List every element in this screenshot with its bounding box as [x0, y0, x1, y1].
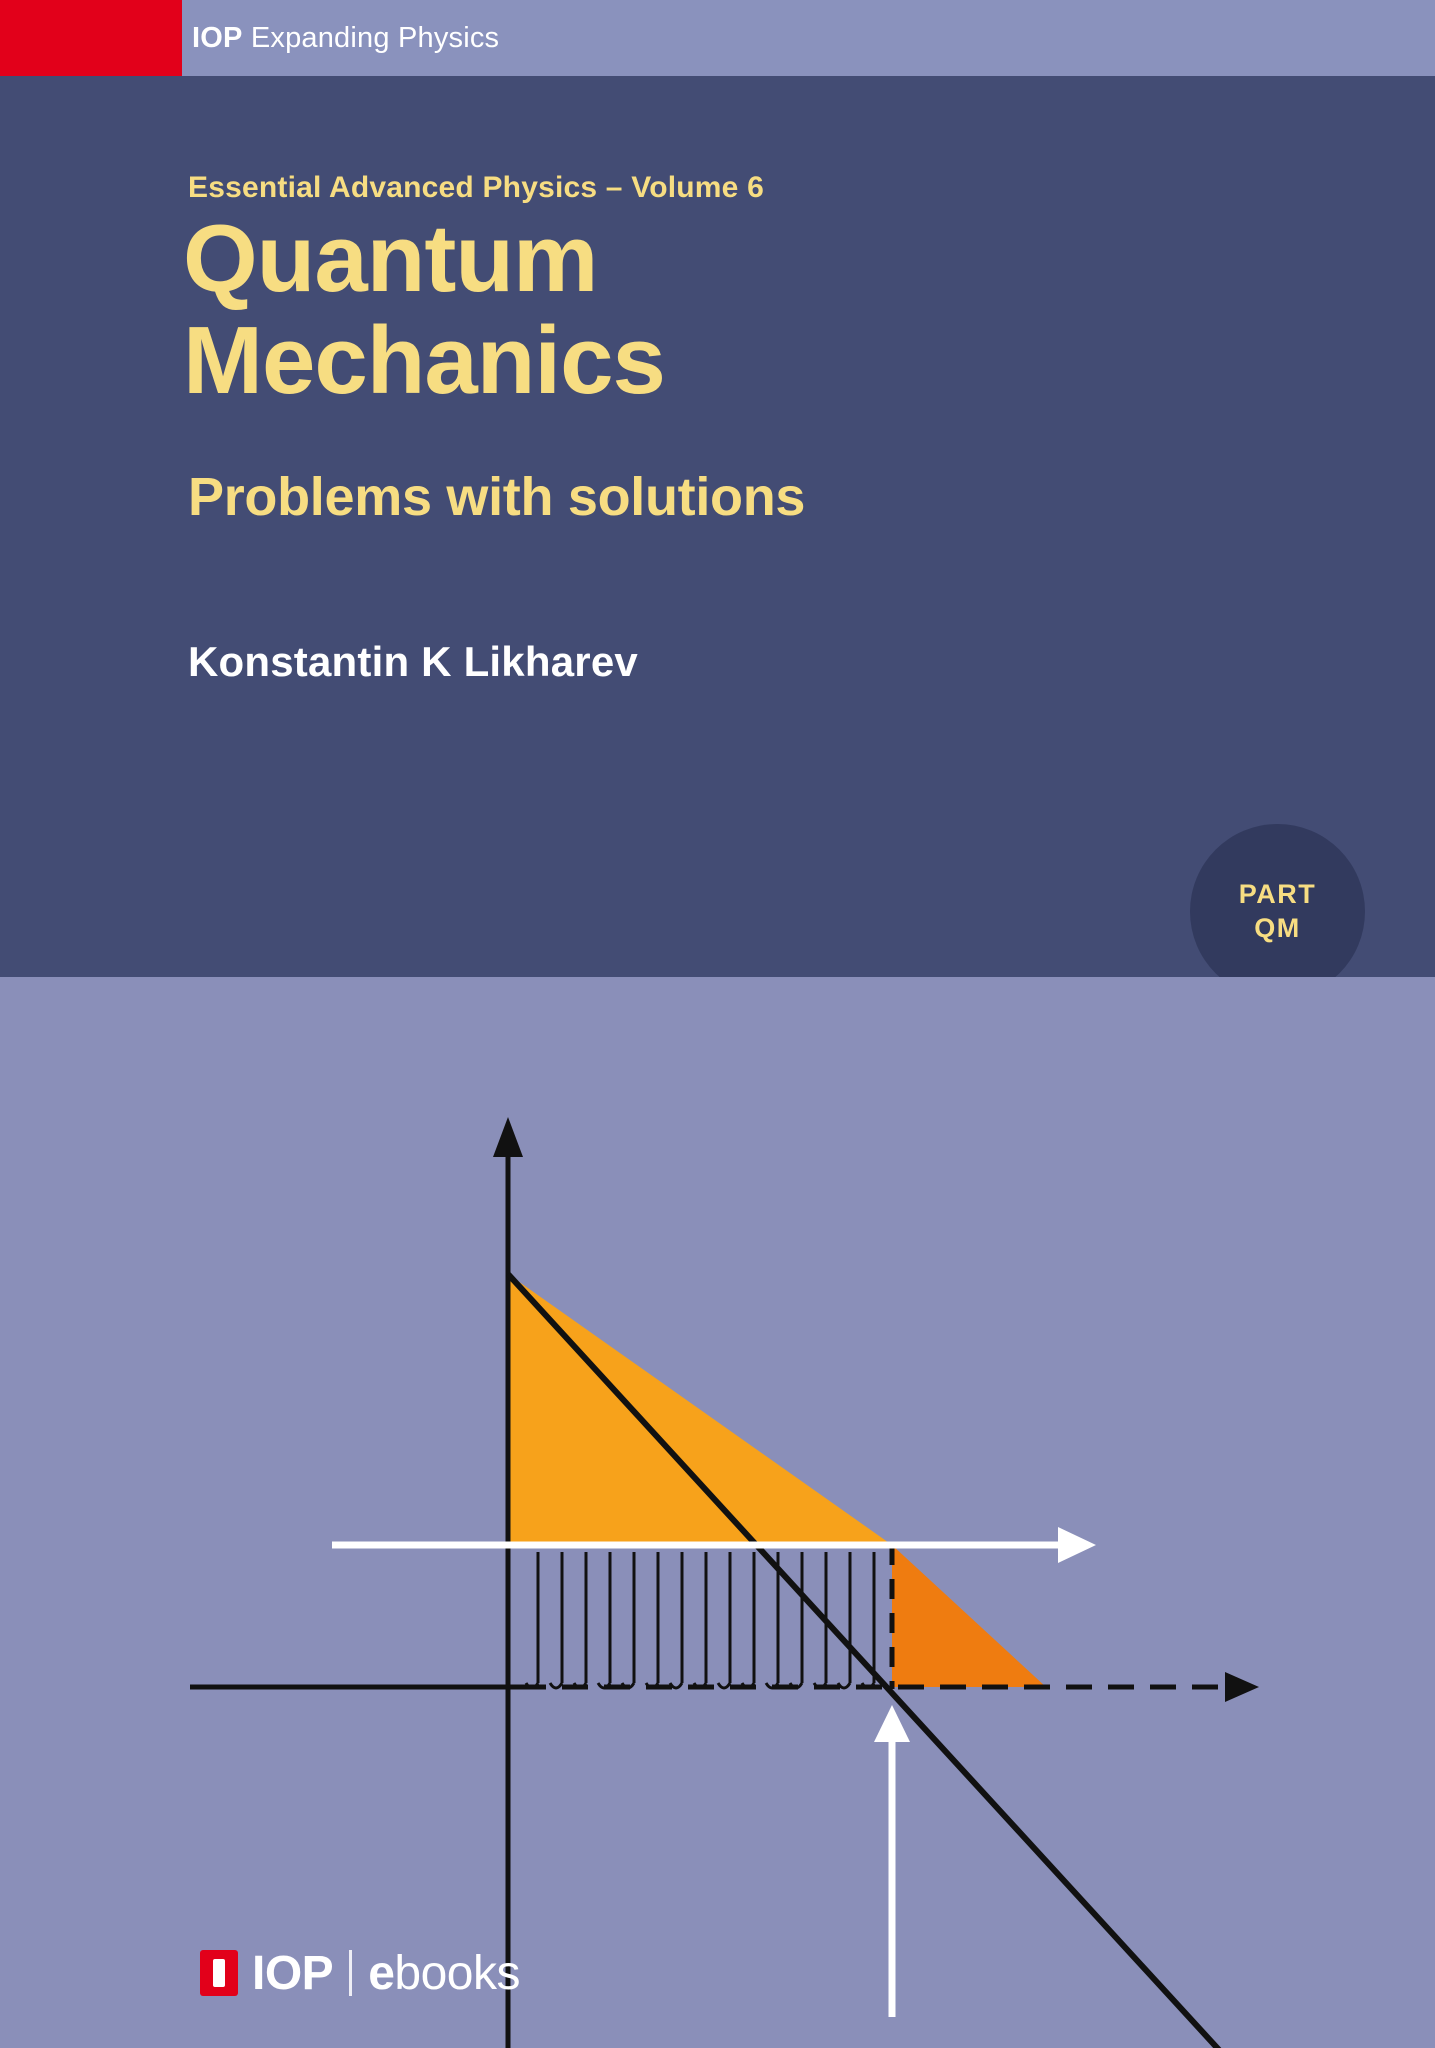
brand-red-block — [0, 0, 182, 76]
subtitle: Problems with solutions — [188, 467, 806, 527]
title-line-2: Mechanics — [183, 306, 665, 414]
logo-ebooks-label — [368, 1946, 520, 2001]
footer — [0, 1934, 1435, 2004]
brand-topbar — [0, 0, 1435, 76]
axis-horizontal-arrowhead — [1225, 1672, 1259, 1702]
brand-text — [192, 22, 499, 55]
part-badge-line-2: QM — [1254, 912, 1301, 943]
logo-ebooks-rest: books — [394, 1946, 520, 2000]
part-badge — [1190, 824, 1365, 999]
page-title — [183, 205, 665, 414]
title-panel — [0, 76, 1435, 977]
part-badge-line-1: PART — [1238, 878, 1317, 909]
author-name: Konstantin K Likharev — [188, 638, 638, 685]
cover-artwork — [0, 977, 1435, 2048]
series-label: Essential Advanced Physics – Volume 6 — [188, 171, 764, 204]
logo-divider — [349, 1950, 352, 1996]
potential-diagram-svg — [0, 977, 1435, 2048]
brand-series-label: Expanding Physics — [250, 22, 500, 54]
upper-shaded-region — [508, 1274, 892, 1545]
logo-iop-label: IOP — [252, 1946, 334, 2000]
brand-iop-label: IOP — [192, 22, 243, 54]
iop-book-icon — [200, 1950, 238, 1996]
iop-ebooks-logo — [200, 1942, 520, 2004]
logo-ebooks-e: e — [368, 1946, 395, 2000]
energy-level-arrowhead — [1058, 1527, 1096, 1563]
axis-vertical-arrowhead — [493, 1117, 523, 1157]
lower-shaded-region — [892, 1545, 1046, 1687]
title-line-1: Quantum — [183, 205, 598, 312]
